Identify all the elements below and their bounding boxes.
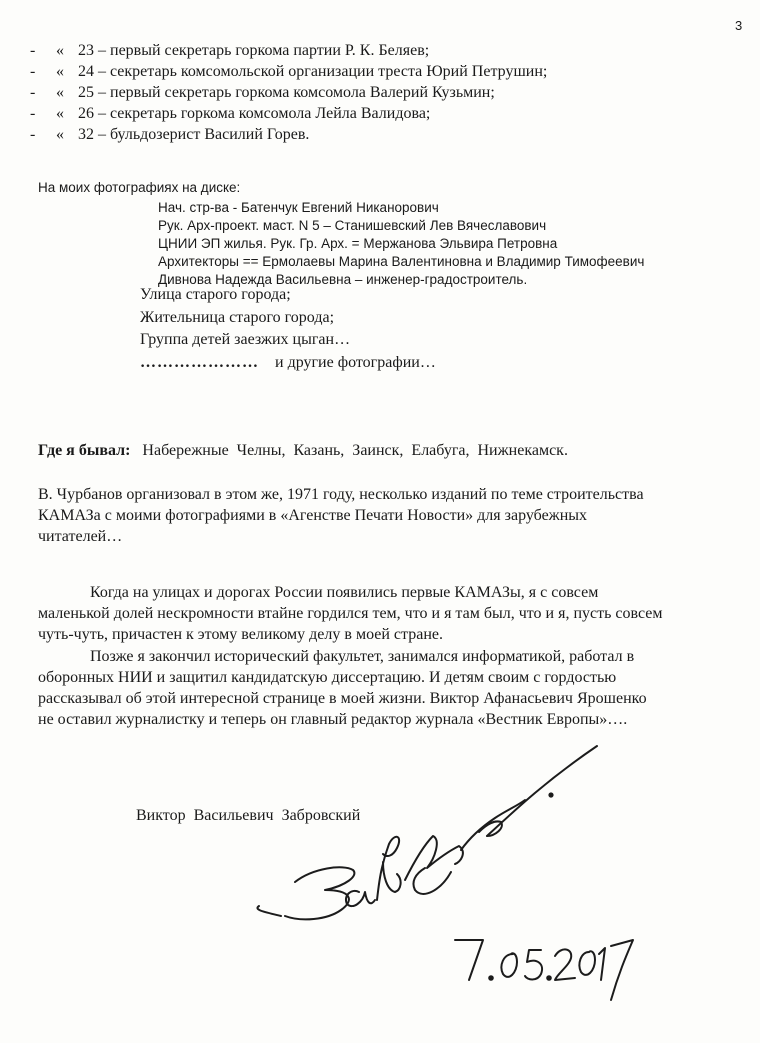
photo-caption-line: Архитекторы == Ермолаевы Марина Валентиновна и Владимир Тимофеевич xyxy=(158,254,645,269)
paragraph-line: В. Чурбанов организовал в этом же, 1971 году, несколько изданий по теме строительства xyxy=(38,486,644,503)
photos-subjects-list xyxy=(140,284,436,374)
photo-subject-line: Улица старого города; xyxy=(140,286,291,303)
photos-people-list xyxy=(158,199,644,289)
paragraph-publications xyxy=(38,484,738,547)
paragraph-line: КАМАЗа с моими фотографиями в «Агенстве Печати Новости» для зарубежных xyxy=(38,507,588,524)
photo-subject-line: Жительница старого города; xyxy=(140,308,335,326)
places-text: Набережные Челны, Казань, Заинск, Елабуга, Нижнекамск. xyxy=(142,442,568,459)
author-name: Виктор Васильевич Забровский xyxy=(136,807,361,824)
photo-caption-line: Нач. стр-ва - Батенчук Евгений Никанорович xyxy=(158,200,439,215)
photo-subject-line xyxy=(140,352,436,375)
photo-caption-line: ЦНИИ ЭП жилья. Рук. Гр. Арх. = Мержанова Эльвира Петровна xyxy=(158,236,558,251)
list-item: - « 24 – секретарь комсомольской организации треста Юрий Петрушин; xyxy=(30,63,548,80)
handwritten-signature xyxy=(255,740,635,1010)
list-item: - « 23 – первый секретарь горкома партии Р. К. Беляев; xyxy=(30,42,430,59)
paragraph-line: Позже я закончил исторический факультет, занимался информатикой, работал в xyxy=(90,648,635,665)
paragraph-line: читателей… xyxy=(38,528,123,545)
page-number: 3 xyxy=(735,18,743,33)
list-item: - « 26 – секретарь горкома комсомола Лейла Валидова; xyxy=(30,105,431,122)
paragraph-line: чуть-чуть, причастен к этому великому делу в моей стране. xyxy=(38,626,443,643)
list-item: - « 25 – первый секретарь горкома комсомола Валерий Кузьмин; xyxy=(30,84,495,101)
paragraph-line: рассказывал об этой интересной странице в моей жизни. Виктор Афанасьевич Ярошенко xyxy=(38,690,647,707)
paragraph-line: не оставил журналистку и теперь он главный редактор журнала «Вестник Европы»…. xyxy=(38,711,628,728)
photos-heading: На моих фотографиях на диске: xyxy=(38,180,241,195)
photo-subject-line: Группа детей заезжих цыган… xyxy=(140,331,351,348)
paragraph-kamaz-pride xyxy=(38,582,738,645)
paragraph-line: Когда на улицах и дорогах России появились первые КАМАЗы, я с совсем xyxy=(90,584,599,601)
staff-list xyxy=(30,40,547,145)
paragraph-line: маленькой долей нескромности втайне гордился тем, что и я там был, что и я, пусть совсем xyxy=(38,605,663,622)
list-item: - « 32 – бульдозерист Василий Горев. xyxy=(30,126,310,143)
paragraph-later-life xyxy=(38,646,738,730)
ellipsis-dots: ………………… xyxy=(140,353,259,371)
places-visited xyxy=(38,442,568,460)
other-photos-text: и другие фотографии… xyxy=(275,353,436,371)
paragraph-line: оборонных НИИ и защитил кандидатскую диссертацию. И детям своим с гордостью xyxy=(38,669,617,686)
places-label: Где я бывал: xyxy=(38,442,131,459)
photo-caption-line: Рук. Арх-проект. маст. N 5 – Станишевский Лев Вячеславович xyxy=(158,218,547,233)
photo-caption-line: Дивнова Надежда Васильевна – инженер-градостроитель. xyxy=(158,272,528,287)
